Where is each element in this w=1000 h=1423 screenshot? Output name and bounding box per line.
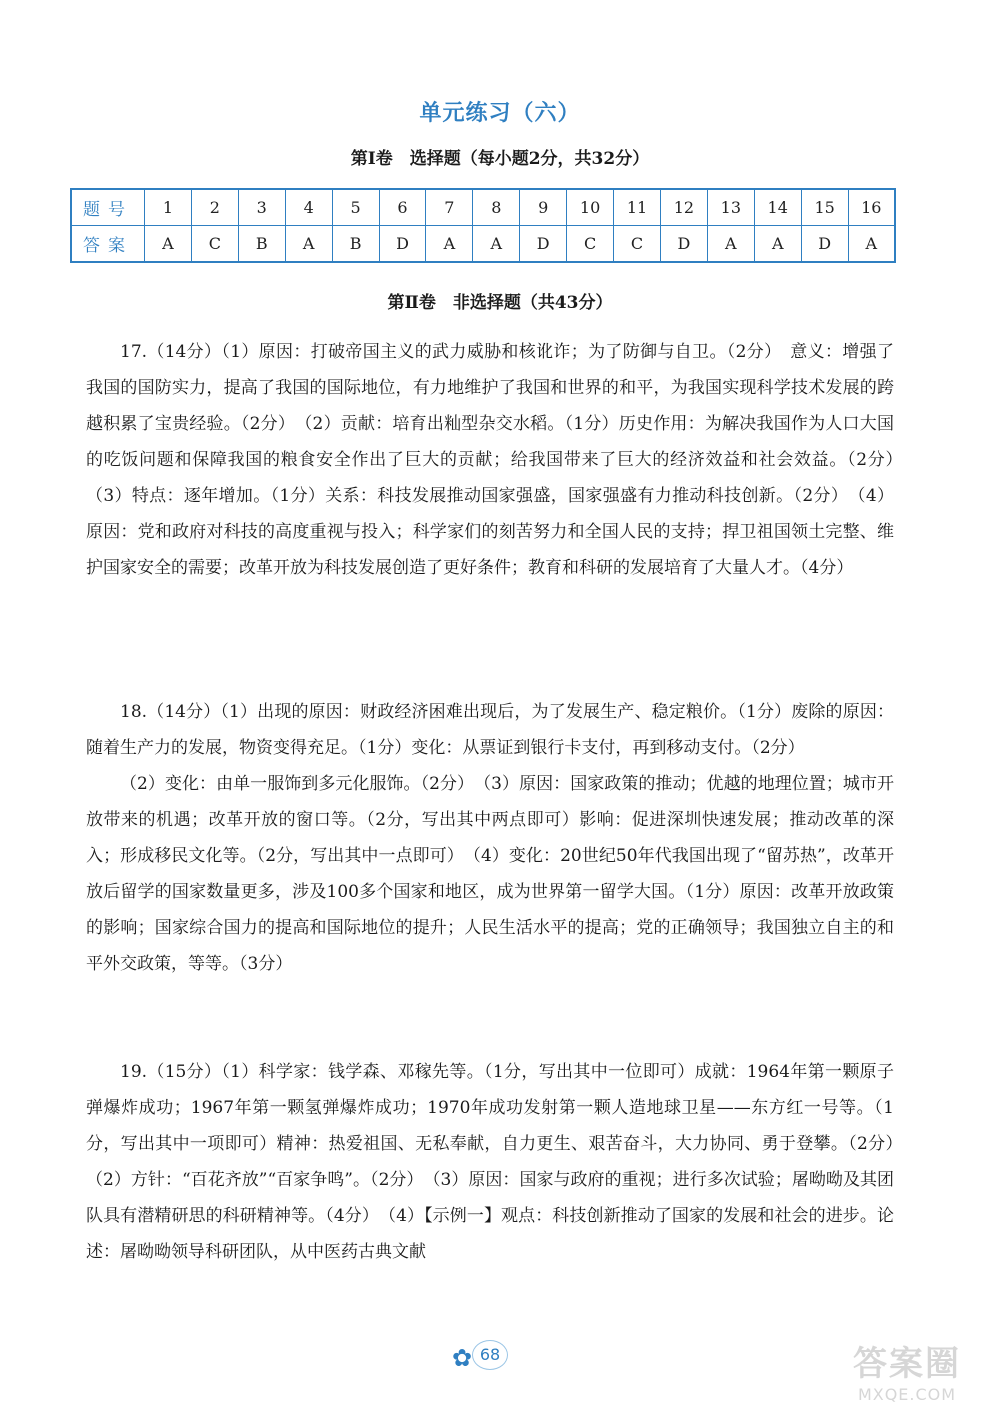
watermark-url: MXQE.COM	[857, 1385, 957, 1404]
question-number-cell: 14	[754, 189, 801, 226]
answer-cell: A	[473, 226, 520, 263]
answer-cell: A	[426, 226, 473, 263]
answer-cell: D	[379, 226, 426, 263]
question-17	[86, 334, 911, 586]
question-number-cell: 4	[285, 189, 332, 226]
question-number-cell: 9	[520, 189, 567, 226]
answer-cell: A	[754, 226, 801, 263]
watermark-text: 答案圈	[853, 1344, 961, 1384]
answer-cell: A	[285, 226, 332, 263]
page-number: 68	[472, 1340, 508, 1370]
flower-icon: ✿	[452, 1344, 473, 1372]
question-number-cell: 15	[801, 189, 848, 226]
question-19-text: 19.（15分）（1）科学家：钱学森、邓稼先等。（1分，写出其中一位即可）成就：1964年第一颗原子弹爆炸成功；1967年第一颗氢弹爆炸成功；1970年成功发射第一颗人造地球卫星——东方红一号等。（1分，写出其中一项即可）精神：热爱祖国、无私奉献，自力更生、艰苦奋斗，大力协同、勇于登攀。（2分） （2）方针：“百花齐放”“百家争鸣”。（2分） （3）原因：国家与政府的重视；进行多次试验；屠呦呦及其团队具有潜精研思的科研精神等。（4分） （4）【示例一】观点：科技创新推动了国家的发展和社会的进步。论述：屠呦呦领导科研团队，从中医药古典文献	[86, 1062, 911, 1262]
answer-cell: A	[145, 226, 192, 263]
answer-table	[70, 188, 896, 263]
answer-cell: C	[191, 226, 238, 263]
page-title: 单元练习（六）	[419, 100, 581, 126]
answer-cell: A	[848, 226, 895, 263]
question-number-cell: 2	[191, 189, 238, 226]
answer-cell: C	[614, 226, 661, 263]
question-18-part2: （2）变化：由单一服饰到多元化服饰。（2分） （3）原因：国家政策的推动；优越的地理位置；城市开放带来的机遇；改革开放的窗口等。（2分，写出其中两点即可）影响：促进深圳快速发展；推动改革的深入；形成移民文化等。（2分，写出其中一点即可） （4）变化：20世纪50年代我国出现了“留苏热”，改革开放后留学的国家数量更多，涉及100多个国家和地区，成为世界第一留学大国。（1分）原因：改革开放政策的影响；国家综合国力的提高和国际地位的提升；人民生活水平的提高；党的正确领导；我国独立自主的和平外交政策，等等。（3分）	[86, 774, 894, 974]
row-label-answer: 答案	[71, 226, 145, 263]
question-18	[86, 694, 894, 982]
question-18-part1: 18.（14分）（1）出现的原因：财政经济困难出现后，为了发展生产、稳定粮价。（1分）废除的原因：随着生产力的发展，物资变得充足。（1分）变化：从票证到银行卡支付，再到移动支付。（2分）	[86, 702, 894, 758]
answer-cell: D	[520, 226, 567, 263]
answer-cell: A	[707, 226, 754, 263]
section-1-title: 第Ⅰ卷 选择题（每小题2分，共32分）	[350, 149, 650, 169]
answer-cell: D	[660, 226, 707, 263]
answer-cell: B	[238, 226, 285, 263]
question-number-cell: 3	[238, 189, 285, 226]
question-number-row	[71, 189, 895, 226]
question-19	[86, 1054, 911, 1270]
section-2-title: 第Ⅱ卷 非选择题（共43分）	[387, 293, 613, 313]
question-number-cell: 12	[660, 189, 707, 226]
question-number-cell: 11	[614, 189, 661, 226]
watermark-logo	[832, 1336, 982, 1416]
answer-row	[71, 226, 895, 263]
answer-cell: D	[801, 226, 848, 263]
question-number-cell: 10	[567, 189, 614, 226]
row-label-number: 题号	[71, 189, 145, 226]
question-number-cell: 6	[379, 189, 426, 226]
question-number-cell: 5	[332, 189, 379, 226]
answer-cell: C	[567, 226, 614, 263]
question-number-cell: 8	[473, 189, 520, 226]
question-number-cell: 16	[848, 189, 895, 226]
question-17-text: 17.（14分）（1）原因：打破帝国主义的武力威胁和核讹诈；为了防御与自卫。（2分） 意义：增强了我国的国防实力，提高了我国的国际地位，有力地维护了我国和世界的和平，为我国实现科学技术发展的跨越积累了宝贵经验。（2分） （2）贡献：培育出籼型杂交水稻。（1分）历史作用：为解决我国作为人口大国的吃饭问题和保障我国的粮食安全作出了巨大的贡献；给我国带来了巨大的经济效益和社会效益。（2分） （3）特点：逐年增加。（1分）关系：科技发展推动国家强盛，国家强盛有力推动科技创新。（2分） （4）原因：党和政府对科技的高度重视与投入；科学家们的刻苦努力和全国人民的支持；捍卫祖国领土完整、维护国家安全的需要；改革开放为科技发展创造了更好条件；教育和科研的发展培育了大量人才。（4分）	[86, 342, 911, 578]
page-number-badge	[452, 1338, 512, 1372]
question-number-cell: 7	[426, 189, 473, 226]
question-number-cell: 1	[145, 189, 192, 226]
answer-cell: B	[332, 226, 379, 263]
question-number-cell: 13	[707, 189, 754, 226]
